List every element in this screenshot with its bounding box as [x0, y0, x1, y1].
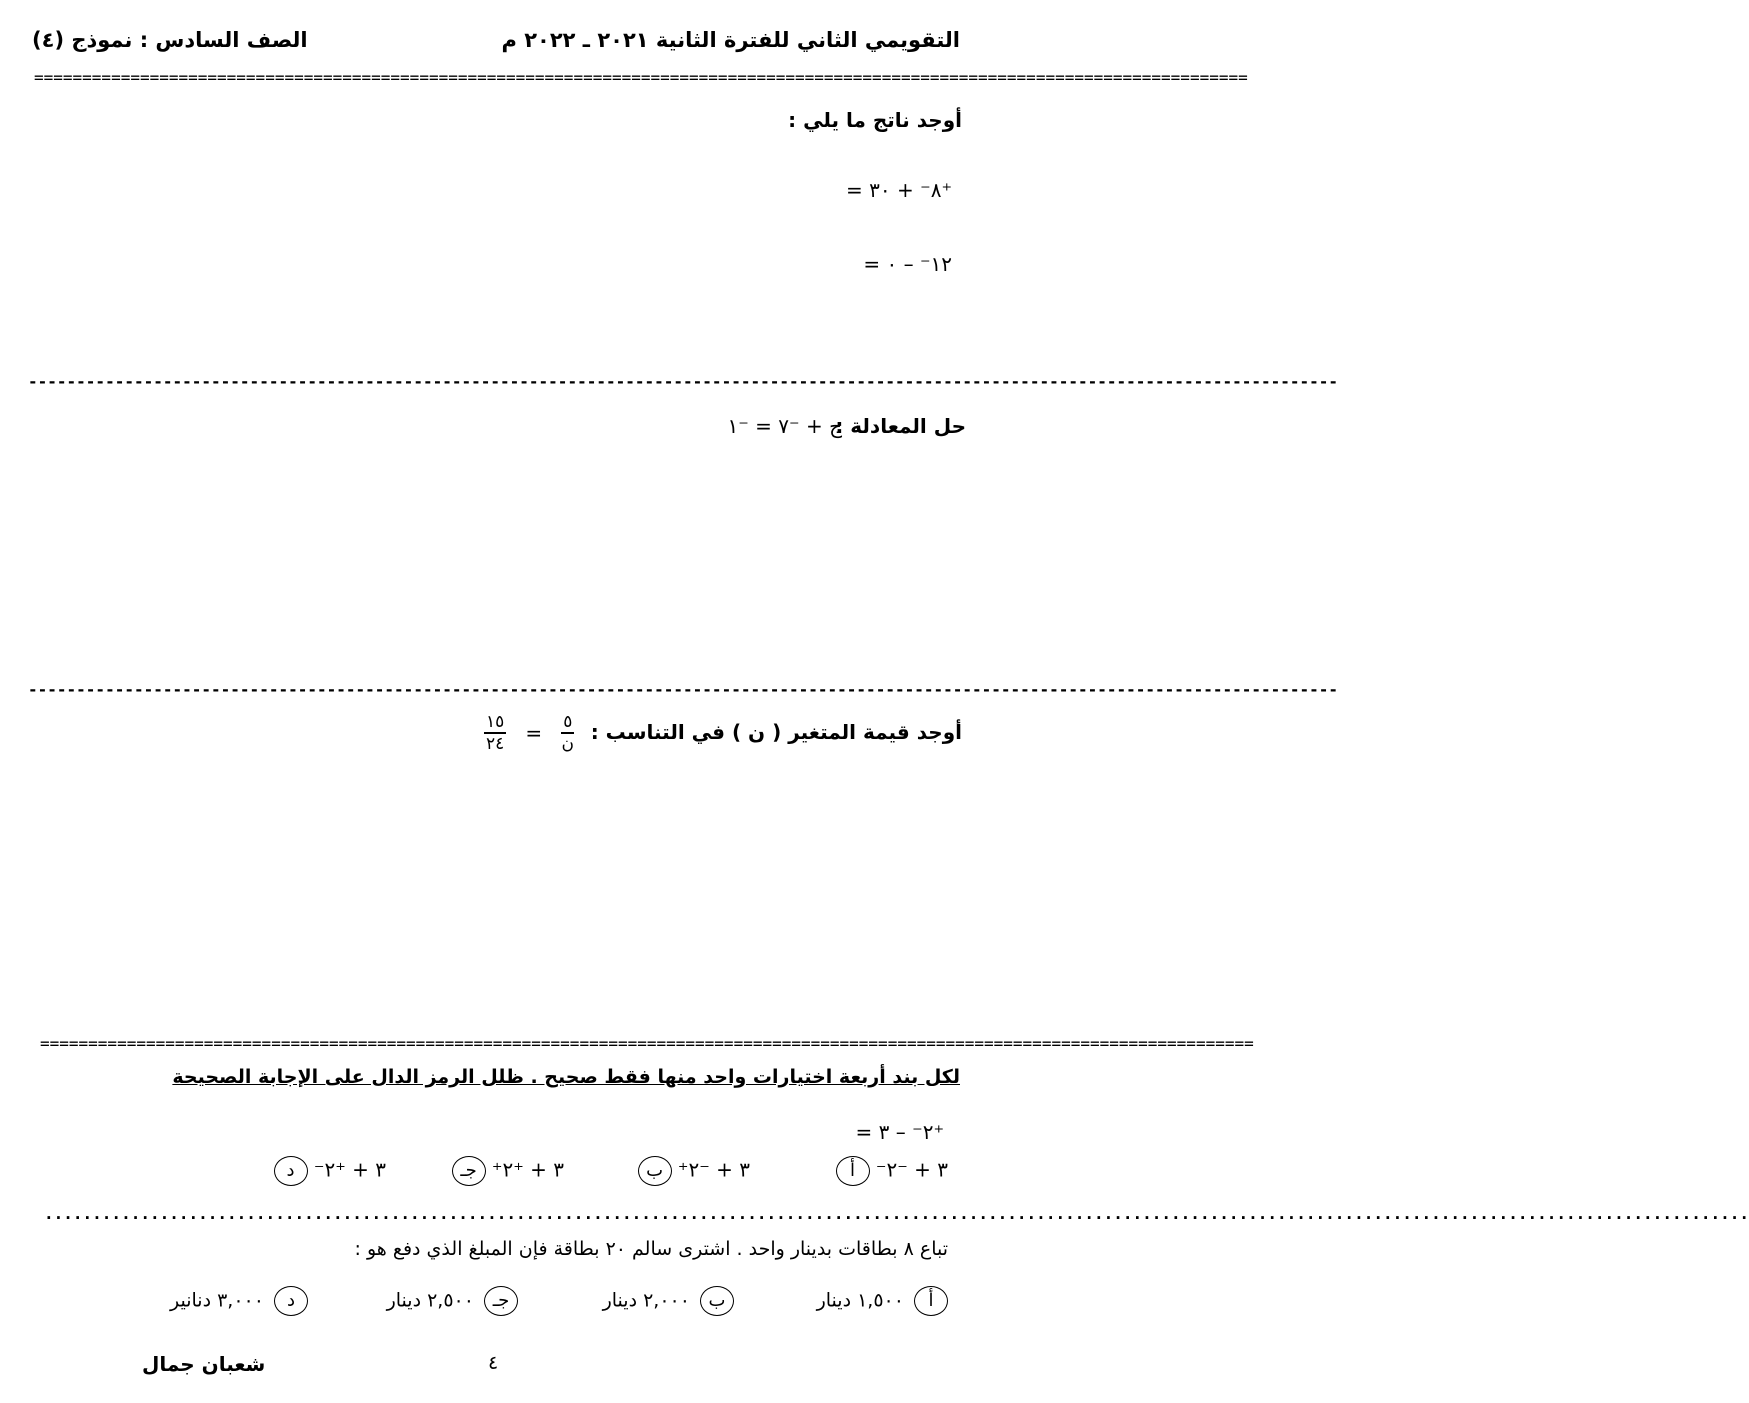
mcq-instructions: لكل بند أربعة اختيارات واحد منها فقط صحيح . ظلل الرمز الدال على الإجابة الصحيحة — [172, 1066, 960, 1088]
header-divider: ============================================================================================================================== — [34, 68, 1248, 87]
option-b-circle[interactable]: ب — [700, 1286, 734, 1316]
option-d-circle[interactable]: د — [274, 1156, 308, 1186]
option-c-text: ⁺٣ + ⁺٢ — [491, 1157, 564, 1182]
mcq2-stem: تباع ٨ بطاقات بدينار واحد . اشترى سالم ٢٠ بطاقة فإن المبلغ الذي دفع هو : — [354, 1238, 948, 1260]
author-name: شعبان جمال — [142, 1352, 266, 1376]
mcq1-option-b[interactable] — [634, 1156, 750, 1186]
mcq1-option-a[interactable] — [832, 1156, 948, 1186]
q3-fraction-left-numerator: ٥ — [563, 712, 573, 732]
mcq1-stem: = ٢⁻ – ٣⁺ — [855, 1120, 944, 1144]
option-a-circle[interactable]: أ — [914, 1286, 948, 1316]
q3-equals: = — [525, 721, 543, 745]
q3-prompt: أوجد قيمة المتغير ( ن ) في التناسب : — [590, 720, 962, 744]
mcq-divider: ============================================================================================================================== — [40, 1034, 1254, 1053]
q2-prompt: حل المعادلة : — [835, 414, 966, 438]
q3-fraction-left-denominator: ن — [561, 734, 575, 754]
q3-fraction-left — [561, 712, 574, 754]
mcq2-option-a[interactable] — [817, 1286, 948, 1316]
mcq2-option-c[interactable] — [387, 1286, 518, 1316]
q2-equation: ج + ⁻٧ = ⁻١ — [727, 414, 842, 438]
option-d-circle[interactable]: د — [274, 1286, 308, 1316]
option-b-text: ٢,٠٠٠ دينار — [602, 1289, 690, 1312]
option-b-text: ⁺٣ + ⁻٢ — [677, 1157, 750, 1182]
option-d-text: ٣,٠٠٠ دنانير — [169, 1289, 264, 1312]
option-b-circle[interactable]: ب — [638, 1156, 672, 1186]
option-c-circle[interactable]: جـ — [484, 1286, 518, 1316]
header-title: التقويمي الثاني للفترة الثانية ٢٠٢١ ـ ٢٠٢٢ م — [501, 28, 960, 52]
page-number: ٤ — [488, 1352, 499, 1374]
option-a-text: ١,٥٠٠ دينار — [816, 1289, 904, 1312]
q3-fraction-right-numerator: ١٥ — [486, 712, 505, 732]
mcq-dotted-divider: ................................................................................................................................................................................. — [44, 1204, 1749, 1223]
q1-prompt: أوجد ناتج ما يلي : — [788, 108, 962, 132]
option-a-text: ⁻٣ + ⁻٢ — [875, 1157, 948, 1182]
mcq1-option-d[interactable] — [270, 1156, 386, 1186]
q1-expression-2: = ١٢⁻ – ٠ — [863, 252, 952, 276]
mcq1-option-c[interactable] — [448, 1156, 564, 1186]
q1-expression-1: = ٨⁻ + ٣٠⁺ — [846, 178, 952, 202]
mcq2-option-b[interactable] — [603, 1286, 734, 1316]
header-grade: الصف السادس : نموذج (٤) — [32, 28, 308, 52]
option-c-text: ٢,٥٠٠ دينار — [386, 1289, 474, 1312]
option-d-text: ⁻٣ + ⁺٢ — [313, 1157, 386, 1182]
q3-fraction-right — [484, 712, 506, 754]
divider-2: ---------------------------------------------------------------------------------------------------------------------------------------- — [28, 680, 1339, 699]
divider-1: ---------------------------------------------------------------------------------------------------------------------------------------- — [28, 372, 1339, 391]
option-c-circle[interactable]: جـ — [452, 1156, 486, 1186]
option-a-circle[interactable]: أ — [836, 1156, 870, 1186]
mcq2-option-d[interactable] — [170, 1286, 308, 1316]
q3-fraction-right-denominator: ٢٤ — [486, 734, 505, 754]
q3-proportion — [484, 712, 574, 754]
